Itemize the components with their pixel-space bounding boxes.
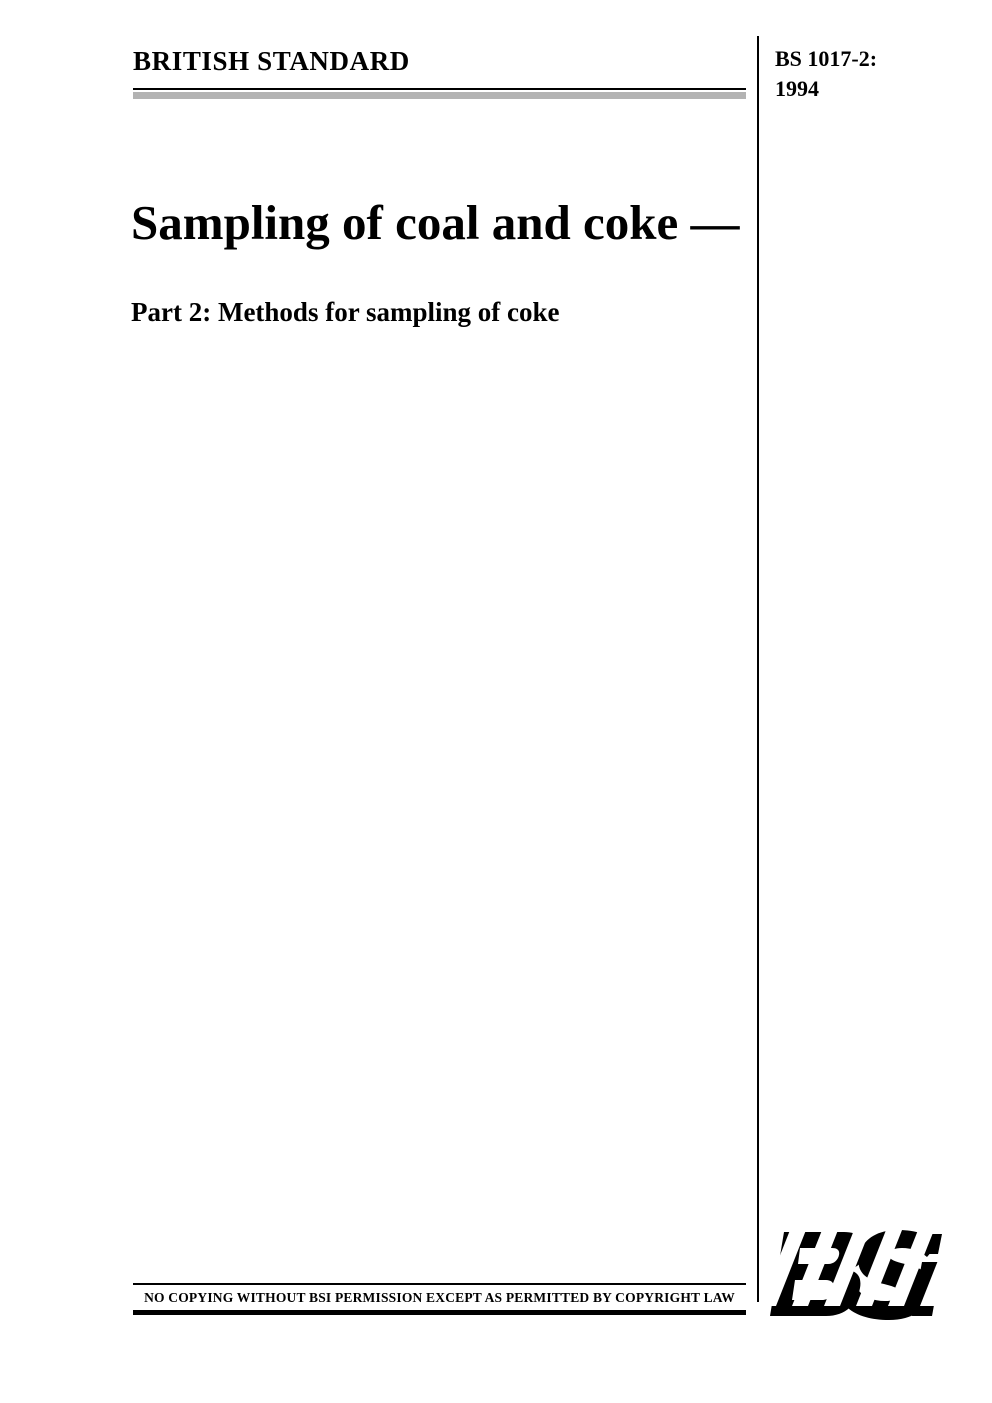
standard-reference <box>775 44 877 104</box>
bsi-logo <box>770 1228 952 1320</box>
standard-year: 1994 <box>775 76 819 101</box>
title-block <box>131 193 741 329</box>
footer-rule-bottom <box>133 1310 746 1315</box>
header-rule <box>133 88 746 99</box>
standard-number: BS 1017-2: <box>775 46 878 71</box>
header-rule-thick-line <box>133 92 746 99</box>
page-title: Sampling of coal and coke — <box>131 195 740 250</box>
copyright-notice: NO COPYING WITHOUT BSI PERMISSION EXCEPT AS PERMITTED BY COPYRIGHT LAW <box>144 1290 735 1305</box>
footer-rule-top <box>133 1283 746 1285</box>
page-subtitle: Part 2: Methods for sampling of coke <box>131 297 560 327</box>
vertical-divider <box>757 36 759 1302</box>
british-standard-label: BRITISH STANDARD <box>133 46 410 76</box>
